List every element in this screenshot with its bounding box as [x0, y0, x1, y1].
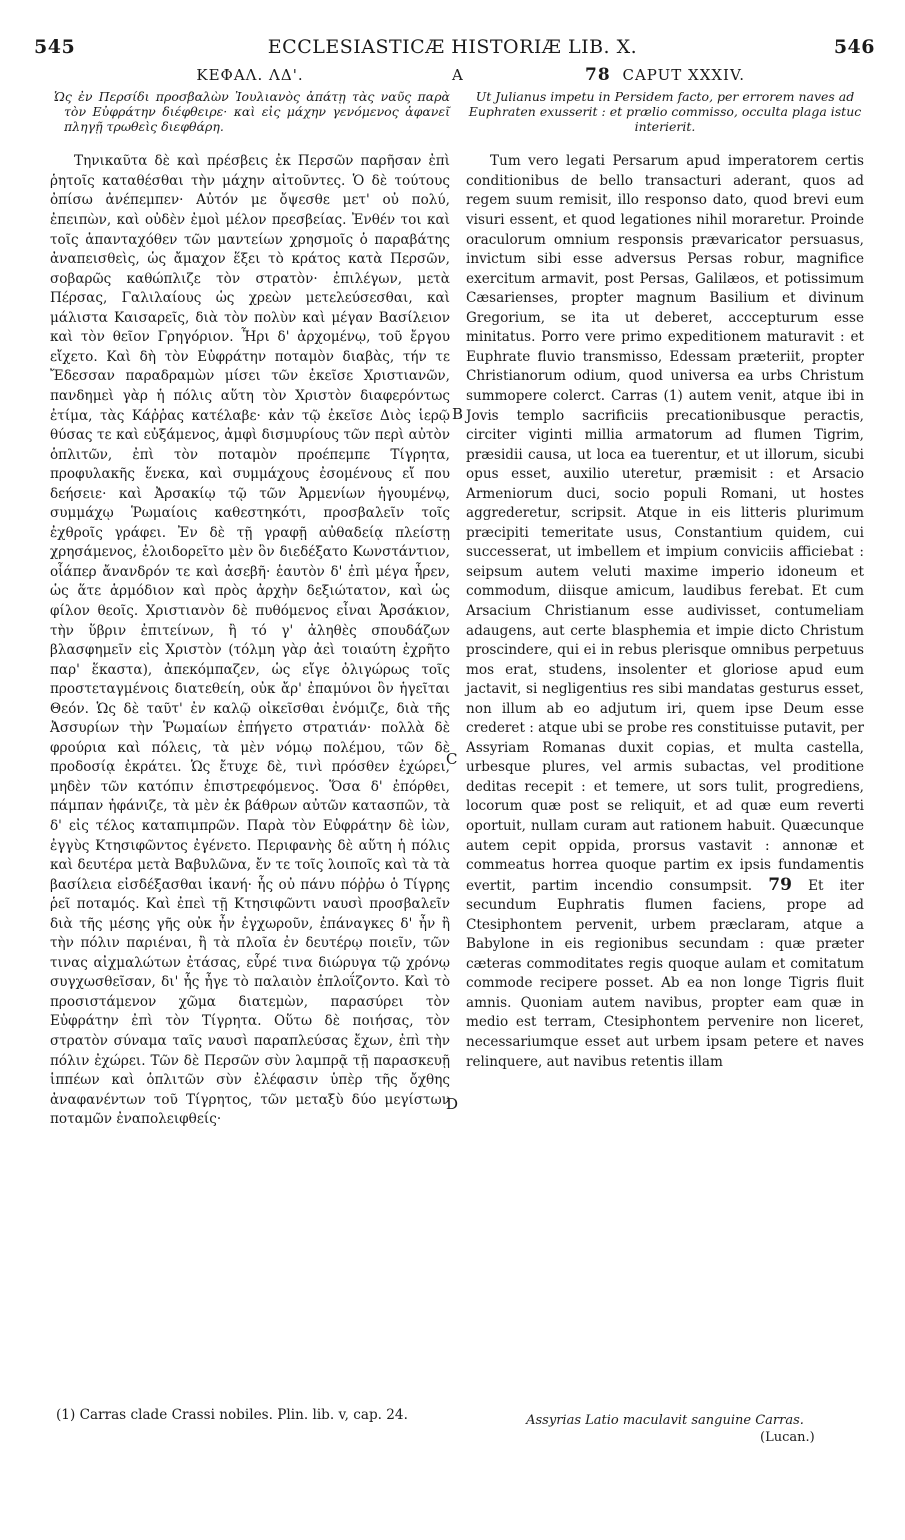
greek-chapter-heading: ΚΕΦΑΛ. ΛΔ'.	[196, 66, 304, 84]
greek-column	[50, 64, 450, 1130]
latin-section-number: 78	[585, 65, 611, 85]
margin-letter-a: A	[452, 66, 463, 84]
verse-source: (Lucan.)	[760, 1430, 815, 1445]
latin-chapter-title: CAPUT XXXIV.	[622, 66, 745, 84]
latin-section-number-79: 79	[768, 874, 792, 895]
page-number-left: 545	[34, 36, 76, 58]
footnote: (1) Carras clade Crassi nobiles. Plin. lib. v, cap. 24.	[56, 1407, 408, 1423]
margin-letter-d: D	[446, 1095, 459, 1113]
greek-chapter-summary: Ὡς ἐν Περσίδι προσβαλὼν Ἰουλιανὸς ἀπάτῃ τὰς ναῦς παρὰ τὸν Εὐφράτην διέφθειρε· καὶ εἰς μάχην γενόμενος ἀφανεῖ πληγῇ τρωθεὶς διεφθάρη.	[54, 89, 450, 134]
greek-body-text: Τηνικαῦτα δὲ καὶ πρέσβεις ἐκ Περσῶν παρῆσαν ἐπὶ ῥητοῖς καταθέσθαι τὴν μάχην αἰτοῦντες. Ὁ δὲ τούτους ὀπίσω ἀνέπεμπεν· Αὐτόν με ὄψεσθε μετ' οὐ πολύ, ἐπειπὼν, καὶ οὐδὲν ἐμοὶ μέλον πρεσβείας. Ἐνθέν τοι καὶ τοῖς ἁπανταχόθεν τῶν μαντείων χρησμοῖς ὁ παραβάτης ἀναπεισθεὶς, ὡς ἄμαχον ἕξει τὸ κράτος κατὰ Περσῶν, σοβαρῶς καθώπλιζε τὸν στρατὸν· ἐπιλέγων, μετὰ Πέρσας, Γαλιλαίους ὡς χρεὼν μετελεύσεσθαι, καὶ μάλιστα Καισαρεῖς, διὰ τὸν πολὺν καὶ μέγαν Βασίλειον καὶ τὸν θεῖον Γρηγόριον. Ἦρι δ' ἀρχομένῳ, τοῦ ἔργου εἴχετο. Καὶ δὴ τὸν Εὐφράτην ποταμὸν διαβὰς, τήν τε Ἔδεσσαν παραδραμὼν μίσει τῶν ἐκεῖσε Χριστιανῶν, πανδημεὶ γὰρ ἡ πόλις αὕτη τὸν Χριστὸν διαφερόντως ἐτίμα, τὰς Κάῤῥας κατέλαβε· κἀν τῷ ἐκεῖσε Διὸς ἱερῷ θύσας τε καὶ εὐξάμενος, ἀμφὶ δισμυρίους τῶν περὶ αὐτὸν ὁπλιτῶν, ἐπὶ τὸν ποταμὸν προέπεμπε Τίγρητα, προφυλακῆς ἕνεκα, καὶ συμμάχους ἐσομένους εἴ που δεήσειε· καὶ Ἀρσακίῳ τῷ τῶν Ἀρμενίων ἡγουμένῳ, συμμάχῳ Ῥωμαίοις καθεστηκότι, προσβαλεῖν τοῖς ἐχθροῖς γράφει. Ἐν δὲ τῇ γραφῇ αὐθαδείᾳ πλείστῃ χρησάμενος, ἐλοιδορεῖτο μὲν ὃν διεδέξατο Κωνστάντιον, οἷάπερ ἄνανδρόν τε καὶ ἀσεβῆ· ἑαυτὸν δ' ἐπὶ μέγα ἦρεν, ὡς ἅτε ἁρμόδιον καὶ πρὸς ἀρχὴν δεξιώτατον, καὶ ὡς φίλον θεοῖς. Χριστιανὸν δὲ πυθόμενος εἶναι Ἀρσάκιον, τὴν ὕβριν ἐπιτείνων, ἢ τό γ' ἀληθὲς σπουδάζων βλασφημεῖν εἰς Χριστὸν (τόλμη γὰρ ἀεὶ τοιαύτη ἐχρῆτο παρ' ἕκαστα), ἀπεκόμπαζεν, ὡς εἴγε ὀλιγώρως τοῖς προστεταγμένοις διατεθείη, οὐκ ἄρ' ἐπαμύνοι ὃν ἡγεῖται Θεόν. Ὡς δὲ ταῦτ' ἐν καλῷ οἰκεῖσθαι ἐνόμιζε, διὰ τῆς Ἀσσυρίων τὴν Ῥωμαίων ἐπήγετο στρατιάν· πολλὰ δὲ φρούρια καὶ πόλεις, τὰ μὲν νόμῳ πολέμου, τῶν δὲ προδοσίᾳ ἐκράτει. Ὡς ἔτυχε δὲ, τινὶ πρόσθεν ἐχώρει, μηδὲν τῶν κατόπιν ἐπιστρεφόμενος. Ὅσα δ' ἐπόρθει, πάμπαν ἠφάνιζε, τὰ μὲν ἐκ βάθρων αὐτῶν κατασπῶν, τὰ δ' εἰς τέλος καταπιμπρῶν. Παρὰ τὸν Εὐφράτην δὲ ἰὼν, ἐγγὺς Κτησιφῶντος ἐγένετο. Περιφανὴς δὲ αὕτη ἡ πόλις καὶ δευτέρα μετὰ Βαβυλῶνα, ἔν τε τοῖς λοιποῖς καὶ τὰ τὰ βασίλεια εἰσδέξασθαι ἱκανή· ἧς οὐ πάνυ πόῤῥω ὁ Τίγρης ῥεῖ ποταμός. Καὶ ἐπεὶ τῇ Κτησιφῶντι ναυσὶ προσβαλεῖν διὰ τῆς μέσης γῆς οὐκ ἦν ἐγχωροῦν, ἐπάναγκες δ' ἦν ἢ τὴν πόλιν παριέναι, ἢ τὰ πλοῖα ἐν δευτέρῳ ποιεῖν, τῶν τινας αἰχμαλώτων ἐτάσας, εὗρέ τινα διώρυγα τῷ χρόνῳ συγχωσθεῖσαν, δι' ἧς ἦγε τὸ παλαιὸν ἐπλοΐζοντο. Καὶ τὸ προσιστάμενον χῶμα διατεμὼν, παρασύρει τὸν Εὐφράτην ἐπὶ τὸν Τίγρητα. Οὕτω δὲ ποιήσας, τὸν στρατὸν σύναμα ταῖς ναυσὶ παραπλεύσας ἔχων, ἐπὶ τὴν πόλιν ἐχώρει. Τῶν δὲ Περσῶν σὺν λαμπρᾷ τῇ παρασκευῇ ἱππέων καὶ ὁπλιτῶν σὺν ἐλέφασιν ὑπὲρ τῆς ὄχθης ἀναφανέντων τοῦ Τίγρητος, τῶν μεταξὺ δύο μεγίστων ποταμῶν ἐναπολειφθείς·	[50, 153, 450, 1128]
latin-column	[466, 64, 864, 1072]
latin-body-part-2: Et iter secundum Euphratis flumen faciens, prope ad Ctesiphontem pervenit, urbem præclaram, atque a Babylone in eis regionibus secundam : quæ præter cæteras commoditates regis quoque aulam et comitatum commode recipere posset. Ab ea non longe Tigris fluit amnis. Quoniam autem navibus, propter eam quæ in medio est terram, Ctesiphontem pervenire non liceret, necessariumque esset aut urbem ipsam petere et naves relinquere, aut navibus retentis illam	[466, 877, 865, 1070]
verse-quotation: Assyrias Latio maculavit sanguine Carras.	[526, 1413, 804, 1428]
running-header	[0, 36, 905, 62]
latin-chapter-summary: Ut Julianus impetu in Persidem facto, per errorem naves ad Euphraten exusserit : et prælio commisso, occulta plaga istuc interierit.	[468, 89, 862, 134]
latin-body-text	[466, 152, 864, 1072]
latin-chapter-heading	[466, 64, 864, 86]
page-number-right: 546	[833, 36, 875, 58]
margin-letter-b: B	[452, 405, 464, 423]
latin-body-part-1: Tum vero legati Persarum apud imperatorem certis conditionibus de bello transacturi aderant, quos ad regem suum remisit, illo responso dato, quod brevi eum visuri essent, et quod legationes nihil moraretur. Proinde oraculorum omnium responsis prævaricator persuasus, invictum sibi esse adversus Persas robur, magnifice exercitum armavit, post Persas, Galilæos, et potissimum Cæsarienses, propter magnum Basilium et divinum Gregorium, se ita ut deberet, acccepturum esse minitatus. Porro vere primo expeditionem maturavit : et Euphrate fluvio transmisso, Edessam præteriit, propter Christianorum odium, quod universa ea urbs Christum summopere colerct. Carras (1) autem venit, atque ibi in Jovis templo sacrificiis precationibusque peractis, circiter viginti millia armatorum ad flumen Tigrim, præsidii causa, ut loca ea tuerentur, et ut illorum, sicubi opus esset, auxilio uteretur, præmisit : et Arsacio Armeniorum duci, socio populi Romani, ut hostes aggrederetur, scripsit. Atque in eis litteris plurimum præcipiti temeritate usus, Constantium quidem, cui successerat, ut imbellem et impium conviciis afficiebat : seipsum autem veluti maxime imperio idoneum et commodum, diisque amicum, laudibus ferebat. Et cum Arsacium Christianum esse audivisset, contumeliam adaugens, aut certe blasphemia et impie dicto Christum proscindere, qui ei in rebus plerisque omnibus perpetuus mos erat, studens, insolenter et gloriose apud eum jactavit, si negligentius res sibi mandatas gesturus esset, non illum ab eo adjutum iri, quem ipse Deum esse crederet : atque ubi se probe res constituisse putavit, per Assyriam Romanas duxit copias, et multa castella, urbesque plures, vel armis subactas, vel proditione deditas recepit : et temere, ut sors tulit, progrediens, locorum quæ post se reliquit, et ad quæ eum reverti oportuit, nullam curam aut rationem habuit. Quæcunque autem cepit oppida, prorsus vastavit : annonæ et commeatus horrea quoque partim ex ipsis fundamentis evertit, partim incendio consumpsit.	[466, 153, 864, 894]
margin-letter-c: C	[446, 750, 458, 768]
running-title: ECCLESIASTICÆ HISTORIÆ LIB. X.	[267, 36, 638, 58]
